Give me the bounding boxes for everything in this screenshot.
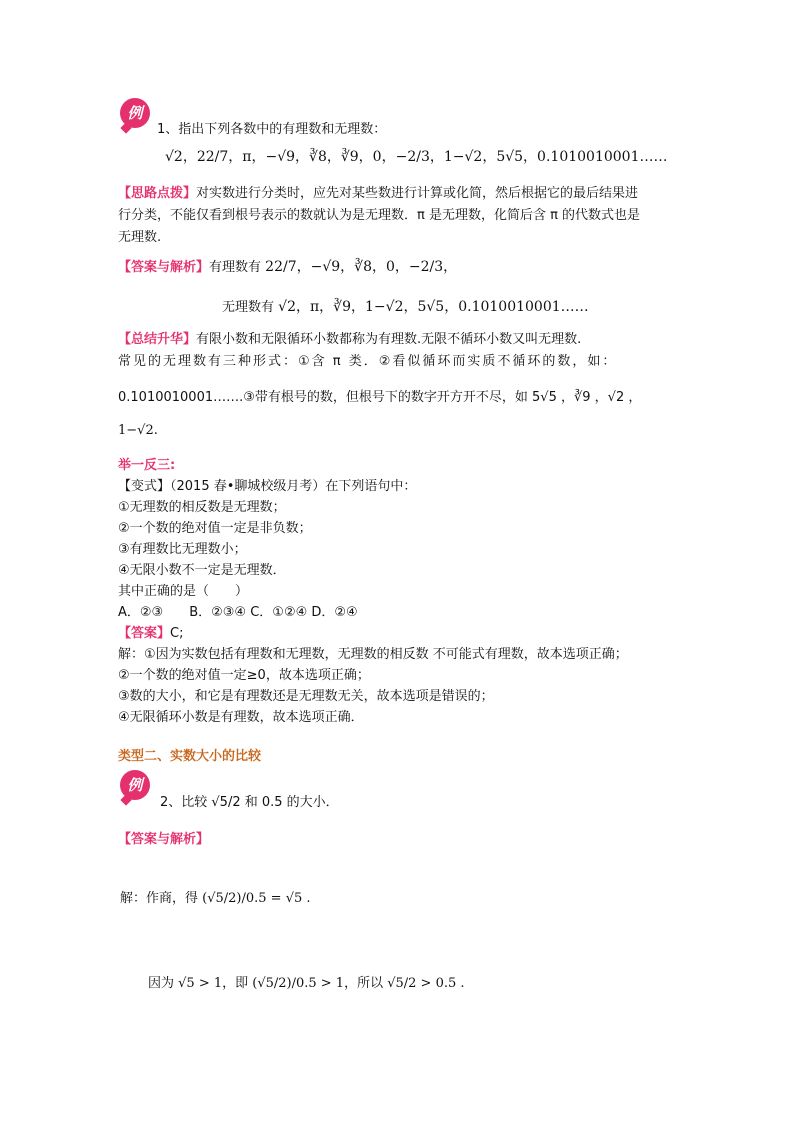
statement-4: ④无限小数不一定是无理数． [118,563,286,578]
solution-3: ③数的大小，和它是有理数还是无理数无关，故本选项是错误的； [118,689,494,704]
variant-label: 【变式】 [118,479,171,494]
variant-prompt: 其中正确的是（ ） [118,584,249,599]
numbers-list: √2，22/7，π，−√9，∛8，∛9，0，−2/3，1−√2，5√5，0.1010010001…… [165,149,668,165]
variant-heading: 举一反三: [118,458,176,473]
variant-answer-value: C; [170,626,184,641]
variant-source: （2015 春•聊城校级月考）在下列语句中： [170,479,417,494]
rational-list: 22/7，−√9，∛8，0，−2/3， [265,259,458,275]
summary-text-3: 0.1010010001…….③带有根号的数，但根号下的数字开方开不尽，如 5√5 ，∛9 ，√2 ， [118,390,642,405]
hint-text-3: 无理数. [118,230,162,245]
rational-prefix: 有理数有 [209,260,262,275]
type2-step2: 因为 √5 > 1，即 (√5/2)/0.5 > 1，所以 √5/2 > 0.5 . [148,976,465,991]
summary-text-1: 有限小数和无限循环小数都称为有理数.无限不循环小数又叫无理数. [196,332,582,347]
statement-1: ①无理数的相反数是无理数； [118,500,286,515]
statement-3: ③有理数比无理数小； [118,542,247,557]
variant-answer [118,622,183,641]
hint-line-1 [118,182,638,201]
answer-irrational-line [222,296,589,316]
type2-step1: 解：作商，得 (√5/2)/0.5 = √5 . [120,891,311,906]
variant-answer-label: 【答案】 [118,626,171,641]
example1-question: 1、指出下列各数中的有理数和无理数： [157,122,387,137]
variant-options: A．②③ B．②③④ C．①②④ D．②④ [118,605,358,620]
answer-label: 【答案与解析】 [118,260,210,275]
type2-question: 2、比较 √5/2 和 0.5 的大小． [160,795,339,810]
variant-intro [118,475,416,494]
summary-line-1 [118,328,581,347]
answer-rational-line [118,256,457,276]
hint-label: 【思路点拨】 [118,186,197,201]
type2-heading: 类型二、实数大小的比较 [118,749,262,764]
summary-label: 【总结升华】 [118,332,197,347]
solution-2: ②一个数的绝对值一定≥0，故本选项正确； [118,668,370,683]
hint-text-2: 行分类，不能仅看到根号表示的数就认为是无理数．π 是无理数，化简后含 π 的代数式也是 [118,208,641,223]
example-badge-2: 例 [120,770,150,800]
solution-4: ④无限循环小数是有理数，故本选项正确． [118,710,364,725]
summary-text-4: 1−√2. [118,423,158,438]
statement-2: ②一个数的绝对值一定是非负数； [118,521,312,536]
solution-1: 解：①因为实数包括有理数和无理数，无理数的相反数 不可能式有理数，故本选项正确； [118,647,628,662]
example1-numbers [165,146,667,166]
irrational-prefix: 无理数有 [222,300,275,315]
irrational-list: √2，π，∛9，1−√2，5√5，0.1010010001…… [278,299,589,315]
type2-answer-label: 【答案与解析】 [118,832,210,847]
example-badge-1: 例 [120,98,150,128]
summary-text-2: 常见的无理数有三种形式：①含 π 类．②看似循环而实质不循环的数，如： [118,354,618,369]
hint-text-1: 对实数进行分类时，应先对某些数进行计算或化简，然后根据它的最后结果进 [196,186,639,201]
